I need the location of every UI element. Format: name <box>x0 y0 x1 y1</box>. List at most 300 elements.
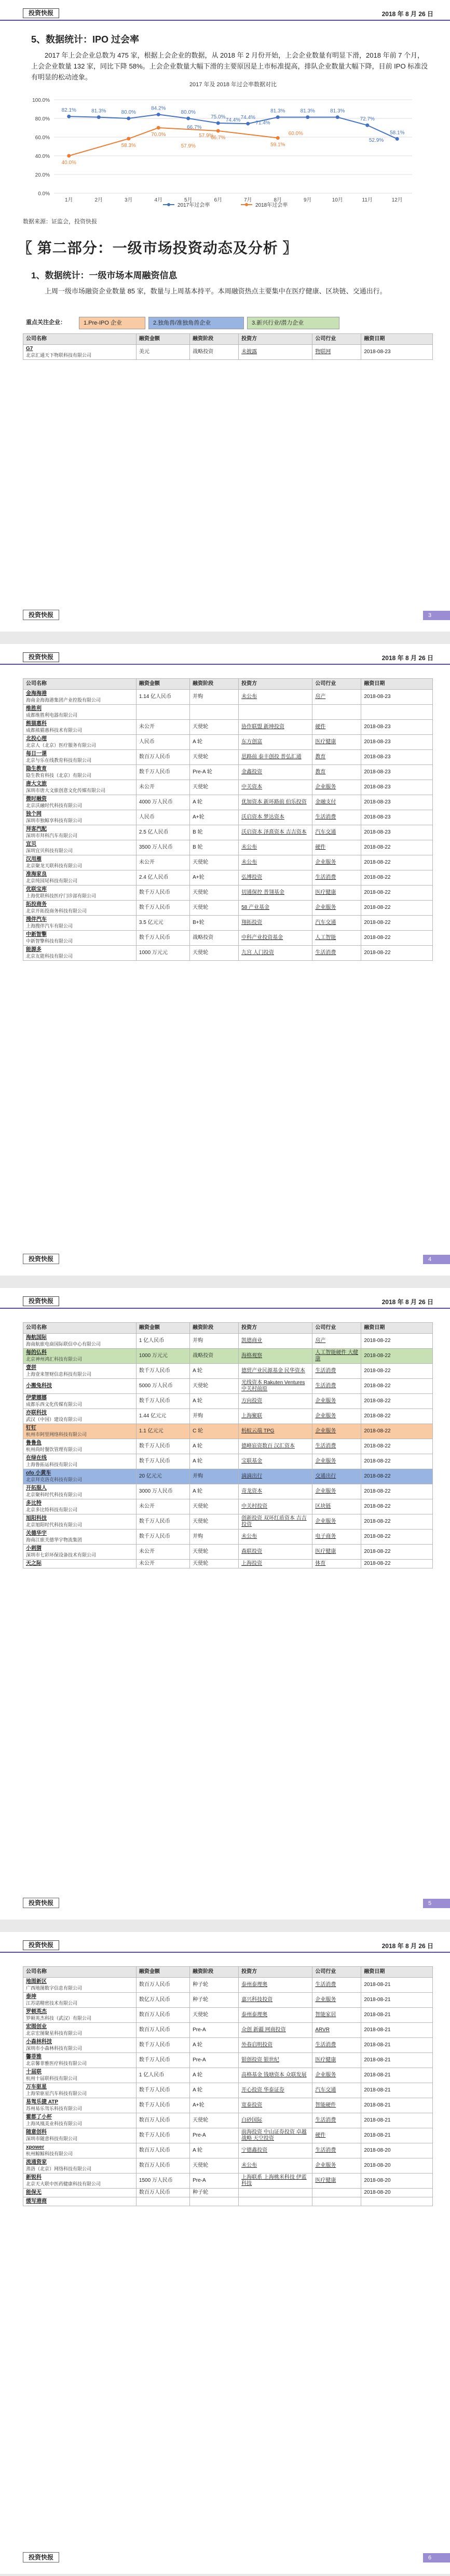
investor-text[interactable]: 未公布 <box>241 860 257 865</box>
column-header: 公司行业 <box>312 1967 361 1978</box>
date-text: 2018-08-21 <box>364 1997 391 2003</box>
company-short-name[interactable]: 关德华宇 <box>26 1531 47 1536</box>
investor-cell <box>239 886 312 901</box>
amount-cell <box>136 2083 189 2098</box>
industry-text[interactable]: 企业服务 <box>315 1519 336 1524</box>
round-cell <box>190 946 239 961</box>
investor-text[interactable]: 宽泰投资 <box>241 2102 263 2108</box>
round-text: 并购 <box>193 694 203 700</box>
amount-text: 1.1 亿元元 <box>139 1428 163 1434</box>
investor-text[interactable]: 中关资本 <box>241 784 263 790</box>
industry-text[interactable]: 金融支付 <box>315 799 336 805</box>
amount-cell <box>136 1560 189 1568</box>
company-short-name[interactable]: 钉钉 <box>26 1425 36 1431</box>
company-short-name[interactable]: 微时融资 <box>26 796 47 802</box>
company-short-name[interactable]: 能保无 <box>26 2190 42 2195</box>
column-header: 公司行业 <box>312 679 361 690</box>
investor-text[interactable]: 优加资本 新环路前 伯乐投资 <box>241 799 307 805</box>
table-row <box>23 901 433 916</box>
industry-text[interactable]: 硬件 <box>315 724 326 730</box>
table-row <box>23 2053 433 2068</box>
amount-text: 4000 万人民币 <box>139 799 173 805</box>
investor-text[interactable]: 未披露 <box>241 349 257 355</box>
legend-marker <box>245 203 248 206</box>
industry-text[interactable]: 智能家居 <box>315 2012 336 2018</box>
table-row <box>23 2038 433 2053</box>
investor-text[interactable]: 众创 新疆 网商投资 <box>241 2027 286 2033</box>
investor-text[interactable]: 弘博投资 <box>241 875 263 880</box>
company-short-name[interactable]: 鲁鲁鱼 <box>26 1440 42 1446</box>
industry-text[interactable]: 医疗健康 <box>315 739 336 745</box>
industry-text[interactable]: 企业服务 <box>315 784 336 790</box>
x-tick-label: 11月 <box>362 197 373 203</box>
date-text: 2018-08-23 <box>364 349 391 355</box>
page-number: 6 <box>423 2553 450 2562</box>
company-cell <box>23 810 137 825</box>
column-header: 融资金额 <box>136 679 189 690</box>
amount-cell <box>136 780 189 795</box>
investor-cell <box>239 2197 312 2206</box>
date-text: 2018-08-23 <box>364 784 391 790</box>
company-short-name[interactable]: 流通资家 <box>26 2159 47 2165</box>
investor-cell <box>239 2038 312 2053</box>
round-cell <box>190 1454 239 1469</box>
legend-unicorn <box>148 317 244 329</box>
industry-text[interactable]: 房产 <box>315 1338 326 1344</box>
investor-text[interactable]: 泰州泰理奥 <box>241 1982 268 1988</box>
data-label: 80.0% <box>181 110 196 115</box>
company-short-name[interactable]: 金海海港 <box>26 691 47 696</box>
investor-text[interactable]: 未公布 <box>241 694 257 700</box>
investor-cell <box>239 2008 312 2023</box>
industry-text[interactable]: 生活消费 <box>315 814 336 820</box>
date-cell <box>361 946 433 961</box>
investor-text[interactable]: 上海联系 上海桃米科技 伊蓝科技 <box>241 2175 307 2186</box>
round-cell <box>190 1469 239 1484</box>
industry-text[interactable]: 生活消费 <box>315 950 336 956</box>
industry-cell <box>312 1484 361 1499</box>
amount-text: 数亿万人民币 <box>139 1997 170 2003</box>
date-cell <box>361 1424 433 1439</box>
data-point <box>67 115 71 118</box>
industry-text[interactable]: 物联网 <box>315 349 331 355</box>
legend-entry: 2018年过会率 <box>255 203 288 208</box>
table-row <box>23 1993 433 2008</box>
investor-text[interactable]: 泰州泰理奥 <box>241 2012 268 2018</box>
company-short-name[interactable]: 小刺猬 <box>26 1546 42 1551</box>
investor-text[interactable]: 白砂国际 <box>241 2117 263 2123</box>
amount-text: 1000 万元元 <box>139 1353 168 1359</box>
date-cell <box>361 810 433 825</box>
data-label: 81.3% <box>270 108 285 114</box>
table-row <box>23 1379 433 1394</box>
industry-text[interactable]: ARVR <box>315 2027 330 2033</box>
investor-text[interactable]: 德峰宸资数百 汉汇资本 <box>241 1443 295 1449</box>
company-short-name[interactable]: 新锐科 <box>26 2175 42 2180</box>
company-full-name: 成都熊猫惠科技术有限公司 <box>26 728 83 733</box>
investor-text[interactable]: 外春启明投资 <box>241 2042 273 2048</box>
company-short-name[interactable]: 维胜利 <box>26 706 42 712</box>
legend-entry: 2017年过会率 <box>178 203 210 208</box>
industry-text[interactable]: 汽车交通 <box>315 2087 336 2093</box>
table-row <box>23 2113 433 2128</box>
industry-text[interactable]: 人工智能 <box>315 935 336 941</box>
industry-text[interactable]: 教育 <box>315 769 326 775</box>
industry-text[interactable]: 生活消费 <box>315 1982 336 1988</box>
investor-text[interactable]: 思路前 泰丰创投 普弘汇通 <box>241 754 302 760</box>
company-short-name[interactable]: ofo 小黄车 <box>26 1470 51 1476</box>
amount-cell <box>136 690 189 705</box>
investor-text[interactable]: 沃启资本 梦达资本 <box>241 814 284 820</box>
date-text: 2018-08-22 <box>364 1353 391 1359</box>
round-cell <box>190 1424 239 1439</box>
amount-cell <box>136 1545 189 1560</box>
industry-cell <box>312 2158 361 2174</box>
company-cell <box>23 1469 137 1484</box>
date-text: 2018-08-22 <box>364 875 391 880</box>
company-short-name[interactable]: 十届联 <box>26 2069 42 2075</box>
company-full-name: 北京馨菲雅医疗科技有限公司 <box>26 2061 87 2066</box>
legend-marker <box>167 203 170 206</box>
company-short-name[interactable]: 准海家良 <box>26 871 47 877</box>
investor-text[interactable]: 金鑫投资 <box>241 769 263 775</box>
date-text: 2018-08-22 <box>364 935 391 941</box>
industry-text[interactable]: 医疗健康 <box>315 2057 336 2063</box>
industry-text[interactable]: 汽车交通 <box>315 829 336 835</box>
investor-text[interactable]: 光线资本 Rakuten Ventures 中关村前原 <box>241 1380 305 1392</box>
column-header: 公司行业 <box>312 334 361 345</box>
report-date: 2018 年 8 月 26 日 <box>381 1298 433 1306</box>
company-short-name[interactable]: 汉用雁 <box>26 856 42 862</box>
company-short-name[interactable]: 小森林科技 <box>26 2039 52 2045</box>
company-short-name[interactable]: 伊蒙娜娜 <box>26 1395 47 1401</box>
legend-text: 1.Pre-IPO 企业 <box>84 320 122 326</box>
company-short-name[interactable]: 拜客汽配 <box>26 826 47 832</box>
company-short-name[interactable]: 地图新区 <box>26 1979 47 1984</box>
investor-text[interactable]: 嘉兴科技投资 <box>241 1997 273 2003</box>
company-short-name[interactable]: 每日一课 <box>26 751 47 757</box>
amount-cell <box>136 825 189 840</box>
report-date: 2018 年 8 月 26 日 <box>381 654 433 662</box>
industry-text[interactable]: 企业服务 <box>315 860 336 865</box>
industry-text[interactable]: 汽车交通 <box>315 920 336 925</box>
column-header: 融资日期 <box>361 334 433 345</box>
investor-text[interactable]: 开心投资 华泰证券 <box>241 2087 284 2093</box>
table-row <box>23 2158 433 2174</box>
investor-cell <box>239 795 312 810</box>
investor-text[interactable]: 上海投资 <box>241 1561 263 1566</box>
x-tick-label: 10月 <box>332 197 343 203</box>
amount-cell <box>136 2158 189 2174</box>
industry-cell <box>312 1334 361 1349</box>
amount-text: 未公开 <box>139 1549 155 1554</box>
industry-text[interactable]: 硬件 <box>315 2132 326 2138</box>
company-full-name: 成都乐西文化传媒有限公司 <box>26 1402 83 1407</box>
company-short-name[interactable]: 万车驱星 <box>26 2084 47 2090</box>
industry-cell <box>312 1349 361 1364</box>
industry-text[interactable]: 企业服务 <box>315 2072 336 2078</box>
investor-text[interactable]: 未公布 <box>241 2163 257 2168</box>
investor-text[interactable]: 协作联盟 新坤投资 <box>241 724 284 730</box>
industry-text[interactable]: 智能硬件 <box>315 2102 336 2108</box>
company-short-name[interactable]: 易驾乐捷 ATP <box>26 2099 59 2105</box>
amount-text: 数千万人民币 <box>139 890 170 895</box>
round-text: 天使轮 <box>193 905 209 910</box>
column-header: 融资日期 <box>361 679 433 690</box>
date-cell <box>361 720 433 735</box>
round-text: B 轮 <box>193 829 203 835</box>
date-cell <box>361 916 433 931</box>
round-cell <box>190 825 239 840</box>
investor-cell <box>239 1409 312 1424</box>
company-short-name[interactable]: 唐大文旅 <box>26 781 47 787</box>
sub-title: 1、数据统计：一级市场本周融资信息 <box>31 271 178 280</box>
industry-text[interactable]: 生活消费 <box>315 1443 336 1449</box>
round-cell <box>190 1499 239 1514</box>
amount-text: 5000 万人民币 <box>139 1383 173 1389</box>
data-label: 40.0% <box>61 160 76 166</box>
round-text: A 轮 <box>193 2148 202 2153</box>
report-page <box>0 1288 450 1920</box>
date-text: 2018-08-20 <box>364 2178 391 2183</box>
date-cell <box>361 1379 433 1394</box>
company-short-name[interactable]: 隐生教育 <box>26 766 47 772</box>
table-header-row <box>23 1323 433 1334</box>
industry-text[interactable]: 医疗健康 <box>315 1549 336 1554</box>
data-point <box>157 113 160 116</box>
industry-text[interactable]: 医疗健康 <box>315 2178 336 2183</box>
amount-text: 3500 万人民币 <box>139 844 173 850</box>
industry-text[interactable]: 企业服务 <box>315 1413 336 1419</box>
company-short-name[interactable]: 泰坤 <box>26 1994 36 2000</box>
company-short-name[interactable]: 开拓服人 <box>26 1485 47 1491</box>
investor-text[interactable]: 东方创富 <box>241 739 263 745</box>
industry-text[interactable]: 生活消费 <box>315 1368 336 1374</box>
date-cell <box>361 931 433 946</box>
investor-text[interactable]: 切通保控 普翎基金 <box>241 890 284 895</box>
industry-text[interactable]: 企业服务 <box>315 1428 336 1434</box>
company-short-name[interactable]: 壹拼 <box>26 1365 36 1371</box>
investor-text[interactable]: 创新投资 双环红盾资本 吉吉投资 <box>241 1515 307 1527</box>
date-cell <box>361 1993 433 2008</box>
industry-cell <box>312 1545 361 1560</box>
investor-text[interactable]: 九宫 人门投资 <box>241 950 274 956</box>
industry-cell <box>312 2008 361 2023</box>
round-text: A+轮 <box>193 814 204 820</box>
investor-cell <box>239 2143 312 2158</box>
industry-text[interactable]: 区块链 <box>315 1504 331 1509</box>
table-row <box>23 916 433 931</box>
company-short-name[interactable]: 熊猫惠科 <box>26 721 47 727</box>
company-full-name: 海南江旅关德华宇物流集团 <box>26 1537 83 1542</box>
date-text: 2018-08-20 <box>364 2148 391 2153</box>
company-full-name: 罗顿英杰科技（武汉）有限公司 <box>26 2016 92 2021</box>
amount-cell <box>136 735 189 750</box>
industry-text[interactable]: 硬件 <box>315 844 326 850</box>
investor-text[interactable]: 海格观察 <box>241 1353 263 1359</box>
investor-text[interactable]: 宁德鑫投资 <box>241 2148 268 2153</box>
industry-text[interactable]: 交通出行 <box>315 1473 336 1479</box>
investor-text[interactable]: 未公布 <box>241 1534 257 1539</box>
round-text: 并购 <box>193 1413 203 1419</box>
company-short-name[interactable]: G7 <box>26 346 33 352</box>
industry-cell <box>312 901 361 916</box>
table-row <box>23 1530 433 1545</box>
company-short-name[interactable]: 宏图创业 <box>26 2024 47 2030</box>
date-cell <box>361 840 433 855</box>
table-row <box>23 2023 433 2038</box>
industry-text[interactable]: 企业服务 <box>315 2163 336 2168</box>
table-row <box>23 2098 433 2113</box>
investor-text[interactable]: 奇龙资本 <box>241 1488 263 1494</box>
column-header: 公司名称 <box>23 1323 137 1334</box>
investor-cell <box>239 2083 312 2098</box>
company-short-name[interactable]: 北投心理 <box>26 736 47 742</box>
company-full-name: 北京多比特科技有限公司 <box>26 1507 78 1512</box>
industry-text[interactable]: 房产 <box>315 694 326 700</box>
company-short-name[interactable]: xpower <box>26 2144 45 2150</box>
industry-cell <box>312 1379 361 1394</box>
y-tick-label: 0.0% <box>38 191 50 197</box>
company-short-name[interactable]: 独个网 <box>26 811 42 817</box>
company-full-name: 隐生教育科技（北京）有限公司 <box>26 773 92 778</box>
industry-text[interactable]: 人工智能硬件 大健康 <box>315 1350 359 1362</box>
company-short-name[interactable]: 霍都了小杯 <box>26 2114 52 2120</box>
round-cell <box>190 2023 239 2038</box>
company-cell <box>23 825 137 840</box>
company-short-name[interactable]: 在绿在线 <box>26 1455 47 1461</box>
amount-cell <box>136 2128 189 2143</box>
investor-text[interactable]: 未公布 <box>241 844 257 850</box>
investor-text[interactable]: 森联投资 <box>241 1549 263 1554</box>
industry-text[interactable]: 生活消费 <box>315 2117 336 2123</box>
date-text: 2018-08-22 <box>364 1368 391 1374</box>
company-full-name: 北京宏图聚星科技有限公司 <box>26 2031 83 2036</box>
amount-cell <box>136 2197 189 2206</box>
legend-pre-ipo <box>79 317 145 329</box>
company-short-name[interactable]: 中新智擎 <box>26 932 47 937</box>
round-text: A 轮 <box>193 2042 202 2048</box>
industry-text[interactable]: 体育 <box>315 1561 326 1566</box>
industry-text[interactable]: 生活消费 <box>315 1383 336 1389</box>
round-text: 并购 <box>193 1473 203 1479</box>
investor-text[interactable]: 58 产业基金 <box>241 905 270 910</box>
industry-text[interactable]: 企业服务 <box>315 1458 336 1464</box>
investor-text[interactable]: 宝联基金 <box>241 1458 263 1464</box>
company-short-name[interactable]: 旭阳科技 <box>26 1515 47 1521</box>
date-text: 2018-08-23 <box>364 814 391 820</box>
industry-cell <box>312 2083 361 2098</box>
company-short-name[interactable]: 多比特 <box>26 1500 42 1506</box>
investor-text[interactable]: 滴滴出行 <box>241 1473 263 1479</box>
investor-text[interactable]: 上海聚联 <box>241 1413 263 1419</box>
company-full-name: 北京与乐在线教育科技有限公司 <box>26 758 92 763</box>
date-text: 2018-08-23 <box>364 724 391 730</box>
industry-text[interactable]: 生活消费 <box>315 2148 336 2153</box>
industry-text[interactable]: 教育 <box>315 754 326 760</box>
company-short-name[interactable]: 随意创科 <box>26 2129 47 2135</box>
table-row <box>23 780 433 795</box>
financing-table <box>23 333 433 360</box>
company-short-name[interactable]: 馨菲雅 <box>26 2054 42 2060</box>
date-text: 2018-08-22 <box>364 1443 391 1449</box>
company-short-name[interactable]: 拓投商务 <box>26 902 47 907</box>
industry-text[interactable]: 企业服务 <box>315 1398 336 1404</box>
investor-text[interactable]: 翔拓投资 <box>241 920 263 925</box>
industry-text[interactable]: 电子商务 <box>315 1534 336 1539</box>
investor-text[interactable]: 高格基金 钱塘资本 众联发展 <box>241 2072 307 2078</box>
round-cell <box>190 886 239 901</box>
industry-text[interactable]: 企业服务 <box>315 1997 336 2003</box>
round-cell <box>190 1978 239 1993</box>
date-cell <box>361 855 433 870</box>
company-cell <box>23 2083 137 2098</box>
industry-text[interactable]: 企业服务 <box>315 1488 336 1494</box>
financing-table <box>23 1322 433 1568</box>
data-point <box>127 137 130 141</box>
amount-cell <box>136 750 189 765</box>
investor-text[interactable]: 凯德商业 <box>241 1338 263 1344</box>
company-short-name[interactable]: 小搬兔科技 <box>26 1383 52 1389</box>
investor-text[interactable]: 方向投资 <box>241 1398 263 1404</box>
investor-text[interactable]: 前海投资 中山证券投资 卓越战略 天空投资 <box>241 2129 307 2141</box>
company-short-name[interactable]: 每的仏科 <box>26 1350 47 1356</box>
legend-label: 重点关注企业： <box>26 319 66 326</box>
company-short-name[interactable]: 能源多 <box>26 947 42 952</box>
investor-text[interactable]: 德贸产业民源基金 民华资本 <box>241 1368 305 1374</box>
round-cell <box>190 1545 239 1560</box>
report-logo: 投资快报 <box>23 652 59 662</box>
industry-text[interactable]: 生活消费 <box>315 2042 336 2048</box>
investor-cell <box>239 2098 312 2113</box>
amount-text: 数千万人民币 <box>139 935 170 941</box>
financing-table <box>23 1966 433 2206</box>
round-text: 天使轮 <box>193 1383 209 1389</box>
report-page <box>0 644 450 1276</box>
company-short-name[interactable]: 海航国际 <box>26 1335 47 1340</box>
company-short-name[interactable]: 天之际 <box>26 1561 42 1566</box>
amount-text: 数百万人民币 <box>139 2190 170 2195</box>
column-header: 融资金额 <box>136 1967 189 1978</box>
investor-text[interactable]: 中科产业投资基金 <box>241 935 283 941</box>
industry-text[interactable]: 医疗健康 <box>315 890 336 895</box>
company-cell <box>23 720 137 735</box>
round-text: A 轮 <box>193 1368 202 1374</box>
company-cell <box>23 2068 137 2083</box>
company-short-name[interactable]: 宜贝 <box>26 841 36 847</box>
company-short-name[interactable]: 罗顿英杰 <box>26 2009 47 2015</box>
company-short-name[interactable]: 缓写港商 <box>26 2198 47 2204</box>
table-row <box>23 1394 433 1409</box>
table-row <box>23 750 433 765</box>
industry-text[interactable]: 生活消费 <box>315 875 336 880</box>
company-short-name[interactable]: 优联宝库 <box>26 887 47 892</box>
investor-text[interactable]: 银创投资 银世纪 <box>241 2057 279 2063</box>
company-full-name: 杭州尚时餐饮管理有限公司 <box>26 1447 83 1452</box>
investor-text[interactable]: 中关村投资 <box>241 1504 268 1509</box>
investor-text[interactable]: 蚂蚁云端 TPG <box>241 1428 275 1434</box>
page-footer <box>0 1898 450 1911</box>
column-header: 融资金额 <box>136 1323 189 1334</box>
company-short-name[interactable]: 亦联科技 <box>26 1410 47 1416</box>
company-short-name[interactable]: 搜伴汽车 <box>26 917 47 922</box>
table-row <box>23 825 433 840</box>
date-text: 2018-08-22 <box>364 1488 391 1494</box>
round-cell <box>190 2008 239 2023</box>
investor-text[interactable]: 沃启资本 泽熹资本 吉吉资本 <box>241 829 307 835</box>
industry-text[interactable]: 企业服务 <box>315 905 336 910</box>
company-full-name: 北京神州鸿汇科技有限公司 <box>26 1357 83 1362</box>
